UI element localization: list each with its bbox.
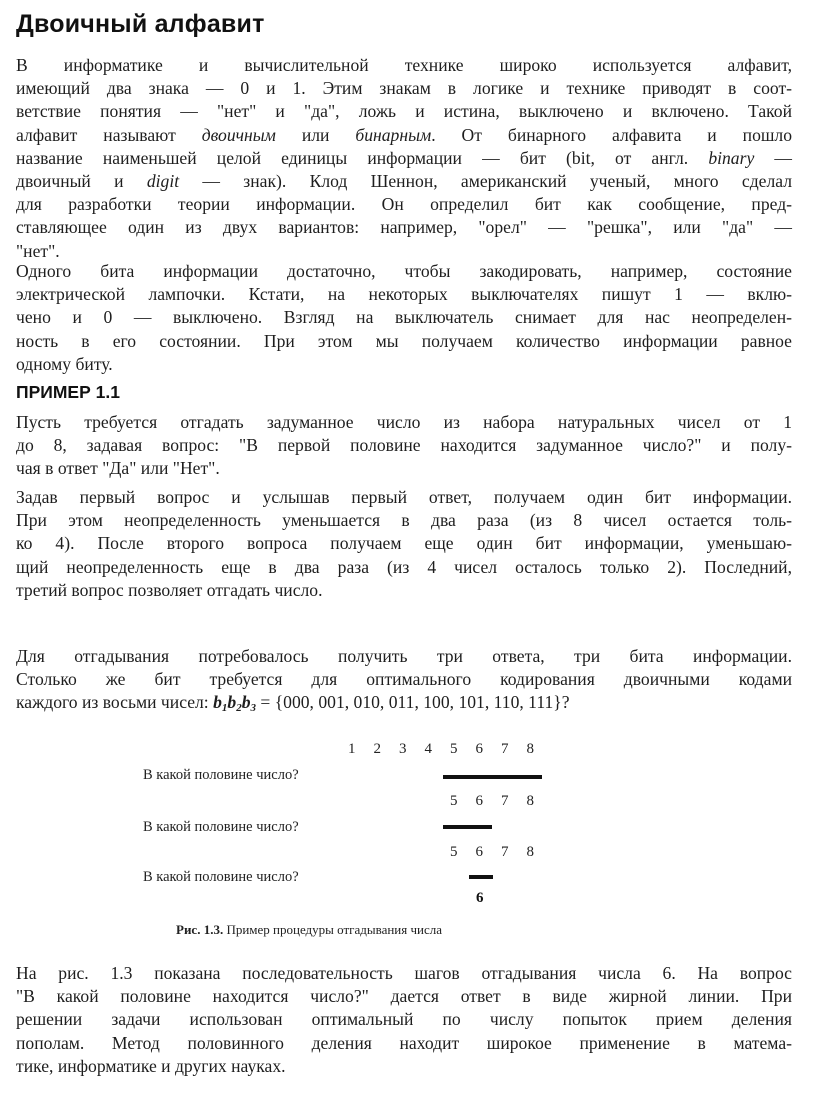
text-line: "нет".	[16, 240, 60, 261]
answer-bar-first-half	[443, 825, 492, 829]
number-cell: 1	[348, 741, 356, 757]
number-cell: 6	[475, 741, 483, 757]
text-line: чая в ответ "Да" или "Нет".	[16, 458, 220, 479]
math-variable: b	[213, 692, 222, 713]
figure-question-1: В какой половине число?	[143, 767, 299, 783]
paragraph-one-bit	[16, 260, 792, 376]
text-fragment: —	[754, 147, 792, 168]
text-line: чено и 0 — выключено. Взгляд на выключатель снимает для нас неопределен-	[16, 307, 792, 328]
number-cell: 7	[501, 793, 509, 809]
number-cell: 8	[526, 793, 534, 809]
paragraph-three-bits	[16, 645, 792, 721]
text-line: тике, информатике и других науках.	[16, 1055, 286, 1076]
figure-answer: 6	[476, 890, 484, 906]
text-line: Для отгадывания потребовалось получить три ответа, три бита информации.	[16, 646, 792, 666]
text-line: электрической лампочки. Кстати, на некоторых выключателях пишут 1 — вклю-	[16, 284, 792, 305]
text-line	[16, 147, 792, 170]
text-fragment: название наименьшей целой единицы информации — бит (bit, от англ.	[16, 147, 709, 168]
number-cell: 4	[424, 741, 432, 757]
text-line: имеющий два знака — 0 и 1. Этим знакам в логике и технике приводят в соот-	[16, 78, 792, 99]
figure-question-3: В какой половине число?	[143, 869, 299, 885]
text-line: При этом неопределенность уменьшается в два раза (из 8 чисел остается толь-	[16, 510, 792, 531]
number-cell: 8	[526, 844, 534, 860]
italic-term: binary	[708, 147, 755, 168]
math-subscript: 2	[236, 702, 242, 715]
text-fragment: = {000, 001, 010, 011, 100, 101, 110, 111}?	[256, 692, 570, 713]
number-cell: 6	[475, 844, 483, 860]
caption-label: Рис. 1.3.	[176, 922, 224, 937]
text-line: Одного бита информации достаточно, чтобы закодировать, например, состояние	[16, 261, 792, 281]
text-line: Пусть требуется отгадать задуманное число из набора натуральных чисел от 1	[16, 412, 792, 432]
number-cell: 7	[501, 844, 509, 860]
text-line: решении задачи использован оптимальный по числу попыток прием деления	[16, 1009, 792, 1030]
text-line: для разработки теории информации. Он определил бит как сообщение, пред-	[16, 194, 792, 215]
figure-question-2: В какой половине число?	[143, 819, 299, 835]
answer-bar-second-half	[443, 775, 542, 779]
example-heading: ПРИМЕР 1.1	[16, 382, 120, 402]
text-line: ность в его состоянии. При этом мы получаем количество информации равное	[16, 330, 792, 351]
number-row-1-to-8	[348, 741, 552, 758]
text-line: ветствие понятия — "нет" и "да", ложь и истина, выключено и включено. Такой	[16, 101, 792, 122]
italic-term: бинарным	[355, 124, 432, 145]
number-cell: 3	[399, 741, 407, 757]
paragraph-example-solution	[16, 486, 792, 602]
figure-caption	[176, 922, 442, 938]
math-variable: b	[241, 692, 251, 713]
text-line	[16, 691, 792, 720]
text-line: Столько же бит требуется для оптимального кодирования двоичными кодами	[16, 669, 792, 690]
text-fragment: двоичный и	[16, 171, 147, 192]
paragraph-figure-explanation	[16, 962, 792, 1078]
text-line: третий вопрос позволяет отгадать число.	[16, 579, 323, 600]
number-cell: 7	[501, 741, 509, 757]
text-fragment: — знак). Клод Шеннон, американский ученый, много сделал	[179, 171, 792, 192]
text-line	[16, 170, 792, 193]
text-line: одному биту.	[16, 353, 113, 374]
text-line: ставляющее один из двух вариантов: например, "орел" — "решка", или "да" —	[16, 217, 792, 238]
answer-bar-six	[469, 875, 493, 879]
text-line: В информатике и вычислительной технике широко используется алфавит,	[16, 55, 792, 75]
number-cell: 2	[373, 741, 381, 757]
number-cell: 5	[450, 793, 458, 809]
page-title: Двоичный алфавит	[16, 10, 265, 38]
text-fragment: . От бинарного алфавита и пошло	[431, 124, 792, 145]
math-subscript: 1	[221, 702, 228, 715]
text-line: до 8, задавая вопрос: "В первой половине находится задуманное число?" и полу-	[16, 435, 792, 456]
text-fragment: алфавит называют	[16, 124, 202, 145]
italic-term: digit	[146, 171, 180, 192]
paragraph-binary-alphabet	[16, 54, 792, 263]
text-line: пополам. Метод половинного деления находит широкое применение в матема-	[16, 1032, 792, 1053]
paragraph-example-task	[16, 411, 792, 481]
number-cell: 6	[475, 793, 483, 809]
text-line: Задав первый вопрос и услышав первый ответ, получаем один бит информации.	[16, 487, 792, 507]
text-line: щий неопределенность еще в два раза (из 4 чисел осталось только 2). Последний,	[16, 556, 792, 577]
text-line: На рис. 1.3 показана последовательность шагов отгадывания числа 6. На вопрос	[16, 963, 792, 983]
text-line: "В какой половине находится число?" дается ответ в виде жирной линии. При	[16, 986, 792, 1007]
text-line	[16, 124, 792, 147]
text-fragment: каждого из восьми чисел:	[16, 692, 214, 713]
math-variable: b	[227, 692, 237, 713]
italic-term: двоичным	[201, 124, 276, 145]
text-line: ко 4). После второго вопроса получаем еще один бит информации, уменьшаю-	[16, 533, 792, 554]
number-cell: 8	[526, 741, 534, 757]
caption-text: Пример процедуры отгадывания числа	[223, 922, 443, 937]
number-cell: 5	[450, 844, 458, 860]
text-fragment: или	[275, 124, 356, 145]
number-row-5-to-8	[450, 844, 552, 861]
number-row-5-to-8	[450, 793, 552, 810]
number-cell: 5	[450, 741, 458, 757]
math-subscript: 3	[250, 702, 256, 715]
